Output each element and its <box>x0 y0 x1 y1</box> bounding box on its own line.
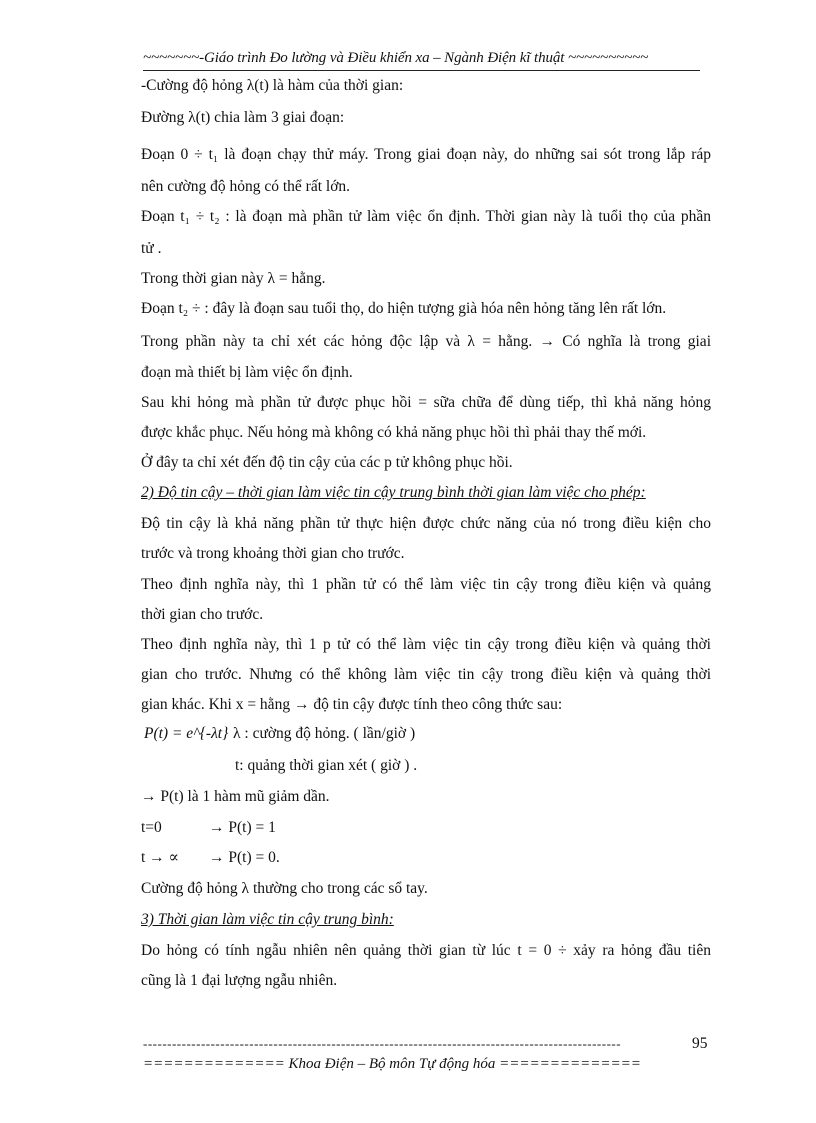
case-left: t → ∝ <box>141 849 180 866</box>
text-line: Đoạn t₁ ÷ t₂ : là đoạn mà phần tử làm việc ổn định. Thời gian này là tuổi thọ của phần <box>141 208 711 225</box>
text-line: Cường độ hỏng λ thường cho trong các sổ tay. <box>141 880 428 897</box>
formula: P(t) = e^{-λt} <box>144 725 229 742</box>
text-line: gian khác. Khi x = hằng → độ tin cậy được tính theo công thức sau: <box>141 696 563 713</box>
text-line: Trong thời gian này λ = hằng. <box>141 270 326 287</box>
text-line: tử . <box>141 240 162 257</box>
text-line: → P(t) là 1 hàm mũ giảm dần. <box>141 788 330 805</box>
formula-t-note: t: quảng thời gian xét ( giờ ) . <box>235 757 418 774</box>
text-line: Ở đây ta chỉ xét đến độ tin cậy của các p tử không phục hồi. <box>141 454 513 471</box>
text-line: trước và trong khoảng thời gian cho trước. <box>141 545 405 562</box>
text-line: Do hỏng có tính ngẫu nhiên nên quảng thời gian từ lúc t = 0 ÷ xảy ra hỏng đầu tiên <box>141 942 711 959</box>
header-rule <box>143 70 700 71</box>
text-line: nên cường độ hỏng có thể rất lớn. <box>141 178 351 195</box>
text-line: -Cường độ hỏng λ(t) là hàm của thời gian: <box>141 77 404 94</box>
text-line: Độ tin cậy là khả năng phần tử thực hiện được chức năng của nó trong điều kiện cho <box>141 515 711 532</box>
case-right: → P(t) = 1 <box>209 819 276 836</box>
section-heading-2: 2) Độ tin cậy – thời gian làm việc tin cậy trung bình thời gian làm việc cho phép: <box>141 484 646 501</box>
text-line: thời gian cho trước. <box>141 606 264 623</box>
case-right: → P(t) = 0. <box>209 849 280 866</box>
running-footer: ============== Khoa Điện – Bộ môn Tự động hóa ============== <box>143 1056 641 1072</box>
page-number: 95 <box>692 1035 708 1052</box>
text-line: đoạn mà thiết bị làm việc ổn định. <box>141 364 353 381</box>
text-line: Đường λ(t) chia làm 3 giai đoạn: <box>141 109 345 126</box>
running-header: ~~~~~~~-Giáo trình Đo lường và Điều khiển xa – Ngành Điện kĩ thuật ~~~~~~~~~~ <box>143 50 649 66</box>
text-line: được khắc phục. Nếu hỏng mà không có khả năng phục hồi thì phải thay thế mới. <box>141 424 647 441</box>
footer-dash-rule: --------------------------------------------------------------------------------------------------- <box>143 1036 622 1051</box>
text-line: Đoạn t₂ ÷ : đây là đoạn sau tuổi thọ, do hiện tượng già hóa nên hỏng tăng lên rất lớn. <box>141 300 667 317</box>
text-line: Sau khi hỏng mà phần tử được phục hồi = sữa chữa để dùng tiếp, thì khả năng hỏng <box>141 394 711 411</box>
text-line: Đoạn 0 ÷ t₁ là đoạn chạy thử máy. Trong giai đoạn này, do những sai sót trong lắp ráp <box>141 146 711 163</box>
section-heading-3: 3) Thời gian làm việc tin cậy trung bình: <box>141 911 394 928</box>
formula-lambda-note: λ : cường độ hỏng. ( lần/giờ ) <box>233 725 416 742</box>
text-line: gian cho trước. Nhưng có thể không làm việc tin cậy trong điều kiện và quảng thời <box>141 666 711 683</box>
text-line: Theo định nghĩa này, thì 1 p tử có thể làm việc tin cậy trong điều kiện và quảng thời <box>141 636 711 653</box>
text-line: Theo định nghĩa này, thì 1 phần tử có thể làm việc tin cậy trong điều kiện và quảng <box>141 576 711 593</box>
case-left: t=0 <box>141 819 162 836</box>
text-line: Trong phần này ta chỉ xét các hỏng độc lập và λ = hằng. → Có nghĩa là trong giai <box>141 333 711 350</box>
text-line: cũng là 1 đại lượng ngẫu nhiên. <box>141 972 338 989</box>
